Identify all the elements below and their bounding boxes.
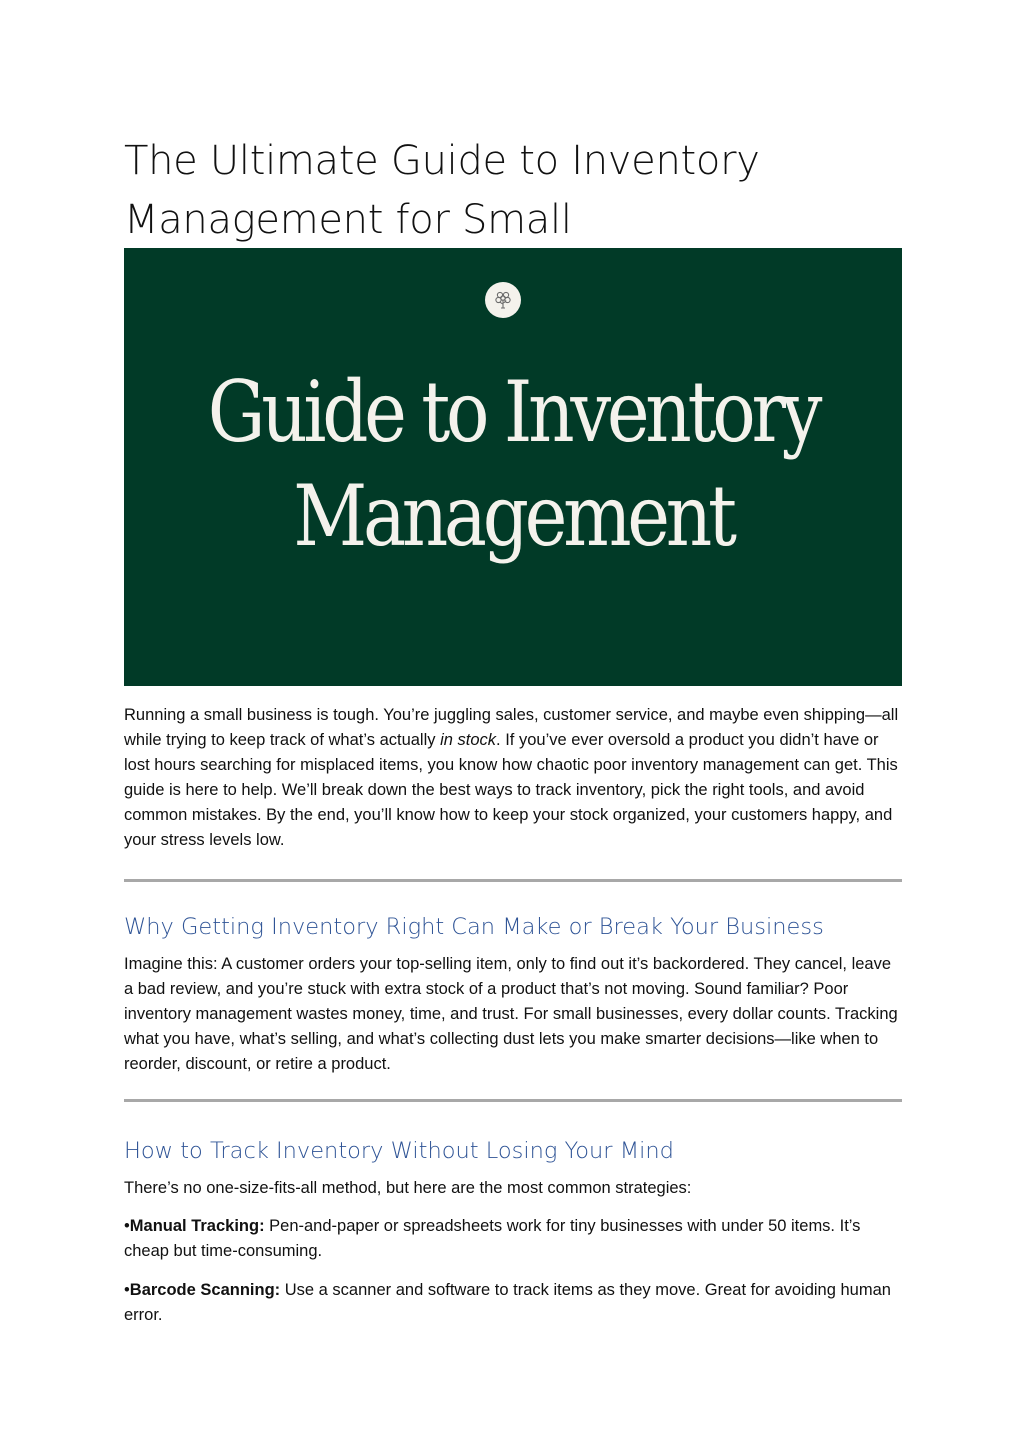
intro-emphasis: in stock [440, 731, 497, 749]
hero-banner [124, 248, 902, 686]
section-heading-how: How to Track Inventory Without Losing Your Mind [124, 1138, 674, 1164]
intro-paragraph [124, 703, 902, 853]
intro-text-end: . If you’ve ever oversold a product you didn’t have or lost hours searching for misplaced items, you know how chaotic poor inventory management can get. This guide is here to help. We’ll break down the best ways to track inventory, pick the right tools, and avoid common mistakes. By the end, you’ll know how to keep your stock organized, your customers happy, and your stress levels low. [124, 731, 898, 849]
tree-monogram-icon [485, 282, 521, 318]
bullet-text: Pen-and-paper or spreadsheets work for tiny businesses with under 50 items. It’s cheap but time-consuming. [124, 1217, 861, 1260]
section-paragraph-why: Imagine this: A customer orders your top-selling item, only to find out it’s backordered. They cancel, leave a bad review, and you’re stuck with extra stock of a product that’s not moving. Sound familiar? Poor inventory management wastes money, time, and trust. For small businesses, every dollar counts. Tracking what you have, what’s selling, and what’s collecting dust lets you make smarter decisions—like when to reorder, discount, or retire a product. [124, 955, 898, 1073]
section-divider [124, 879, 902, 882]
bullet-item-barcode-scanning [124, 1278, 902, 1328]
banner-heading-line-1: Guide to Inventory [207, 363, 819, 461]
bullet-label: Barcode Scanning: [129, 1281, 281, 1299]
bullet-text: Use a scanner and software to track items as they move. Great for avoiding human error. [124, 1281, 891, 1324]
bullet-marker: • [124, 1217, 130, 1235]
bullet-item-manual-tracking [124, 1214, 902, 1264]
banner-heading-line-2: Management [293, 467, 733, 565]
intro-text-start: Running a small business is tough. You’re juggling sales, customer service, and maybe even shipping—all while trying to keep track of what’s actually [124, 706, 899, 749]
section-heading-why: Why Getting Inventory Right Can Make or Break Your Business [124, 914, 824, 940]
bullet-label: Manual Tracking: [129, 1217, 265, 1235]
bullet-marker: • [124, 1281, 130, 1299]
section-paragraph-how: There’s no one-size-fits-all method, but here are the most common strategies: [124, 1179, 692, 1197]
section-divider [124, 1099, 902, 1102]
document-title: The Ultimate Guide to Inventory Management for Small [124, 138, 760, 243]
banner-heading [124, 360, 902, 568]
